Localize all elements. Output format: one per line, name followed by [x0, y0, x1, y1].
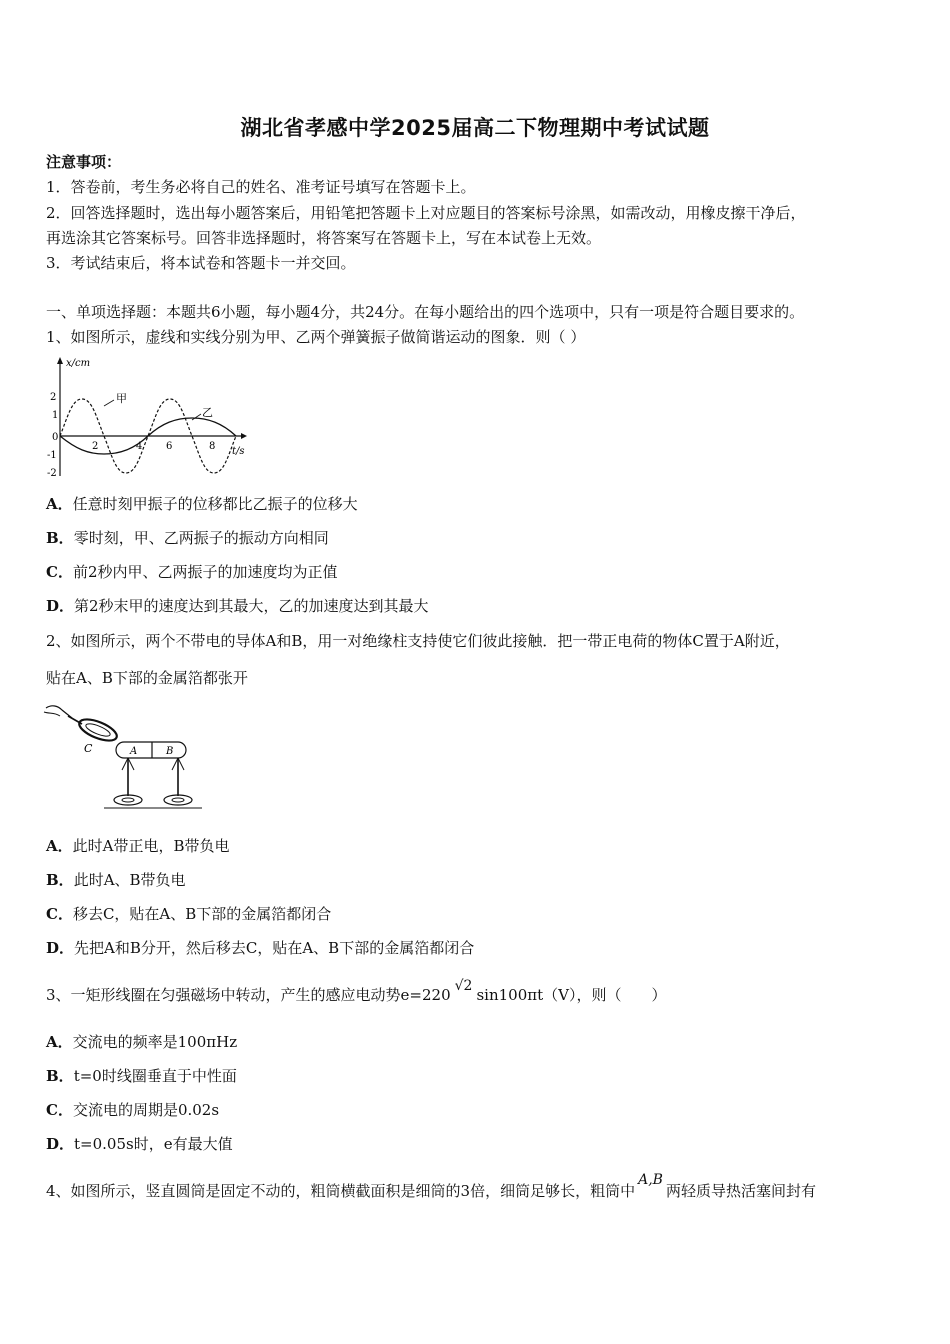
conductor-figure	[42, 700, 212, 815]
charged-body-c-inner	[84, 721, 111, 738]
y-tick-label: 0	[52, 432, 59, 443]
notice-item: 再选涂其它答案标号。回答非选择题时，将答案写在答题卡上，写在本试卷上无效。	[46, 229, 602, 247]
option-key: A．	[46, 495, 73, 513]
stand-base-inner	[172, 798, 184, 802]
option-a[interactable]	[46, 1032, 237, 1052]
stand-base	[164, 795, 192, 805]
label-b: B	[166, 746, 174, 757]
option-a[interactable]	[46, 836, 230, 856]
option-c[interactable]	[46, 1100, 219, 1120]
y-tick-label: 2	[50, 392, 57, 403]
question-4-stem	[46, 1172, 816, 1202]
option-key: C．	[46, 1101, 73, 1119]
option-b[interactable]	[46, 870, 186, 890]
option-text: 交流电的周期是0.02s	[72, 1101, 220, 1119]
option-text: 此时A带正电，B带负电	[72, 837, 230, 855]
label-jia-pointer	[104, 400, 114, 406]
conductor-ab	[116, 742, 186, 758]
option-text: 任意时刻甲振子的位移都比乙振子的位移大	[72, 495, 358, 513]
y-tick-label: -2	[47, 468, 57, 479]
question-1-stem: 1、如图所示，虚线和实线分别为甲、乙两个弹簧振子做简谐运动的图象．则（ ）	[46, 328, 586, 346]
shm-graph	[46, 354, 256, 484]
option-text: 先把A和B分开，然后移去C，贴在A、B下部的金属箔都闭合	[74, 939, 475, 957]
label-c: C	[84, 742, 93, 755]
question-3-stem-part1: 3、一矩形线圈在匀强磁场中转动，产生的感应电动势e=220	[46, 986, 451, 1004]
y-tick-label: 1	[52, 410, 59, 421]
option-text: 交流电的频率是100πHz	[72, 1033, 238, 1051]
option-d[interactable]	[46, 596, 429, 616]
option-key: A．	[46, 837, 73, 855]
option-key: C．	[46, 563, 73, 581]
option-d[interactable]	[46, 938, 474, 958]
option-key: B．	[46, 1067, 74, 1085]
option-text: 此时A、B带负电	[73, 871, 186, 889]
stand-base	[114, 795, 142, 805]
foil-leaf	[172, 758, 178, 770]
charged-body-c	[76, 715, 119, 745]
x-axis-label: t/s	[232, 446, 245, 457]
option-b[interactable]	[46, 528, 329, 548]
option-text: t=0时线圈垂直于中性面	[73, 1067, 237, 1085]
option-key: A．	[46, 1033, 73, 1051]
label-a: A	[130, 746, 138, 757]
x-axis-arrow-icon	[241, 433, 247, 439]
y-axis-label: x/cm	[66, 358, 91, 369]
foil-leaf	[122, 758, 128, 770]
x-tick-label: 4	[136, 441, 143, 452]
notice-item: 1．答卷前，考生务必将自己的姓名、准考证号填写在答题卡上。	[46, 178, 476, 196]
x-tick-label: 8	[209, 441, 216, 452]
option-key: D．	[46, 939, 75, 957]
y-axis-arrow-icon	[57, 357, 63, 364]
piston-labels: A,B	[638, 1172, 663, 1188]
option-text: 零时刻，甲、乙两振子的振动方向相同	[73, 529, 329, 547]
notice-heading: 注意事项：	[46, 153, 122, 171]
option-key: D．	[46, 597, 75, 615]
sqrt-two: √2	[454, 978, 473, 994]
option-a[interactable]	[46, 494, 358, 514]
option-c[interactable]	[46, 904, 331, 924]
option-key: B．	[46, 529, 74, 547]
x-tick-label: 2	[92, 441, 99, 452]
option-d[interactable]	[46, 1134, 233, 1154]
option-key: B．	[46, 871, 74, 889]
question-4-stem-part1: 4、如图所示，竖直圆筒是固定不动的，粗筒横截面积是细筒的3倍，细筒足够长，粗筒中	[46, 1182, 636, 1200]
option-text: t=0.05s时，e有最大值	[74, 1135, 233, 1153]
section-heading: 一、单项选择题：本题共6小题，每小题4分，共24分。在每小题给出的四个选项中，只有一项是符合题目要求的。	[46, 303, 805, 321]
foil-leaf	[128, 758, 134, 770]
y-tick-label: -1	[47, 450, 57, 461]
option-key: C．	[46, 905, 73, 923]
option-text: 移去C，贴在A、B下部的金属箔都闭合	[72, 905, 332, 923]
option-key: D．	[46, 1135, 75, 1153]
label-yi: 乙	[202, 406, 213, 419]
notice-item: 3．考试结束后，将本试卷和答题卡一并交回。	[46, 254, 356, 272]
foil-leaf	[178, 758, 184, 770]
question-4-stem-part2: 两轻质导热活塞间封有	[665, 1182, 816, 1200]
notice-item: 2．回答选择题时，选出每小题答案后，用铅笔把答题卡上对应题目的答案标号涂黑，如需改动，用橡皮擦干净后，	[46, 204, 806, 222]
page-title: 湖北省孝感中学2025届高二下物理期中考试试题	[240, 116, 710, 140]
option-b[interactable]	[46, 1066, 237, 1086]
question-2-stem-cont: 贴在A、B下部的金属箔都张开	[46, 669, 248, 687]
label-jia: 甲	[116, 392, 127, 405]
option-c[interactable]	[46, 562, 338, 582]
question-3-stem	[46, 978, 667, 1006]
question-3-stem-part2: sin100πt（V），则（ ）	[476, 986, 667, 1004]
option-text: 第2秒末甲的速度达到其最大，乙的加速度达到其最大	[74, 597, 429, 615]
stand-base-inner	[122, 798, 134, 802]
hand-icon	[44, 712, 60, 716]
question-2-stem: 2、如图所示，两个不带电的导体A和B，用一对绝缘柱支持使它们彼此接触．把一带正电荷的物体C置于A附近，	[46, 632, 790, 650]
x-tick-label: 6	[166, 441, 173, 452]
option-text: 前2秒内甲、乙两振子的加速度均为正值	[72, 563, 338, 581]
